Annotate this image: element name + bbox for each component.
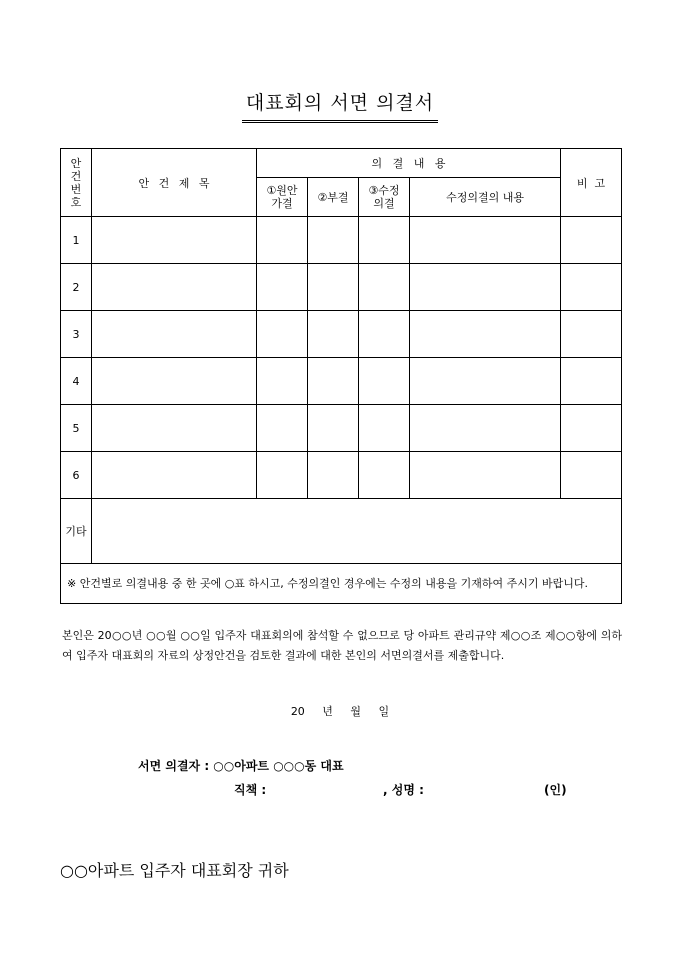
cell-approve[interactable] [257, 405, 308, 452]
header-no-char: 건 [70, 169, 82, 183]
cell-reject[interactable] [308, 217, 359, 264]
header-row-1 [61, 149, 622, 178]
header-item-title: 안 건 제 목 [92, 149, 257, 217]
header-reject: ②부결 [308, 178, 359, 217]
cell-remark[interactable] [561, 264, 622, 311]
header-item-number [61, 149, 92, 217]
cell-modify-content[interactable] [410, 452, 561, 499]
etc-row [61, 499, 622, 564]
note-text: ※ 안건별로 의결내용 중 한 곳에 ○표 하시고, 수정의결인 경우에는 수정의 내용을 기재하여 주시기 바랍니다. [67, 577, 589, 590]
cell-modify[interactable] [359, 358, 410, 405]
date-line: 20 년 월 일 [290, 705, 390, 718]
header-modify-line: 의결 [373, 197, 395, 210]
cell-approve[interactable] [257, 358, 308, 405]
table-row [61, 358, 622, 405]
header-decision: 의 결 내 용 [257, 149, 561, 178]
header-approve-line: 가결 [271, 197, 293, 210]
cell-modify[interactable] [359, 311, 410, 358]
cell-remark[interactable] [561, 405, 622, 452]
cell-approve[interactable] [257, 452, 308, 499]
cell-approve[interactable] [257, 311, 308, 358]
cell-modify-content[interactable] [410, 405, 561, 452]
cell-modify-content[interactable] [410, 358, 561, 405]
cell-title[interactable] [92, 358, 257, 405]
cell-title[interactable] [92, 405, 257, 452]
signer-line: 서면 의결자 : ○○아파트 ○○○동 대표 [138, 759, 344, 773]
table-row [61, 405, 622, 452]
cell-modify-content[interactable] [410, 311, 561, 358]
row-number: 1 [61, 217, 92, 264]
cell-reject[interactable] [308, 311, 359, 358]
cell-modify-content[interactable] [410, 217, 561, 264]
header-remark: 비 고 [561, 149, 622, 217]
cell-modify[interactable] [359, 452, 410, 499]
header-approve [257, 178, 308, 217]
cell-title[interactable] [92, 452, 257, 499]
cell-reject[interactable] [308, 358, 359, 405]
cell-modify[interactable] [359, 264, 410, 311]
header-modify-line: ③수정 [368, 184, 400, 197]
cell-remark[interactable] [561, 217, 622, 264]
seal-mark: (인) [544, 783, 567, 797]
cell-title[interactable] [92, 311, 257, 358]
table-row [61, 217, 622, 264]
row-number: 5 [61, 405, 92, 452]
etc-label: 기타 [61, 499, 92, 564]
decision-table [60, 148, 622, 604]
header-no-char: 번 [70, 182, 82, 196]
header-modify-content: 수정의결의 내용 [410, 178, 561, 217]
row-number: 4 [61, 358, 92, 405]
row-number: 2 [61, 264, 92, 311]
cell-modify[interactable] [359, 405, 410, 452]
row-number: 3 [61, 311, 92, 358]
cell-remark[interactable] [561, 452, 622, 499]
statement-paragraph: 본인은 20○○년 ○○월 ○○일 입주자 대표회의에 참석할 수 없으므로 당 아파트 관리규약 제○○조 제○○항에 의하여 입주자 대표회의 자료의 상정안건을 검토한 결과에 대한 본인의 서면의결서를 제출합니다. [62, 629, 622, 662]
document-title: 대표회의 서면 의결서 [242, 88, 438, 123]
cell-remark[interactable] [561, 311, 622, 358]
addressee: ○○아파트 입주자 대표회장 귀하 [60, 861, 289, 880]
cell-remark[interactable] [561, 358, 622, 405]
name-label: , 성명 : [383, 783, 424, 797]
cell-approve[interactable] [257, 264, 308, 311]
cell-reject[interactable] [308, 264, 359, 311]
table-row [61, 264, 622, 311]
cell-reject[interactable] [308, 405, 359, 452]
position-label: 직책 : [234, 783, 267, 797]
table-row [61, 311, 622, 358]
header-no-char: 안 [70, 156, 82, 170]
cell-title[interactable] [92, 264, 257, 311]
header-no-char: 호 [70, 195, 82, 209]
cell-title[interactable] [92, 217, 257, 264]
note-cell [61, 564, 622, 604]
cell-approve[interactable] [257, 217, 308, 264]
cell-modify-content[interactable] [410, 264, 561, 311]
row-number: 6 [61, 452, 92, 499]
table-row [61, 452, 622, 499]
cell-reject[interactable] [308, 452, 359, 499]
title-wrap [0, 88, 680, 123]
etc-content[interactable] [92, 499, 622, 564]
header-modify [359, 178, 410, 217]
note-row [61, 564, 622, 604]
cell-modify[interactable] [359, 217, 410, 264]
header-approve-line: ①원안 [266, 184, 298, 197]
